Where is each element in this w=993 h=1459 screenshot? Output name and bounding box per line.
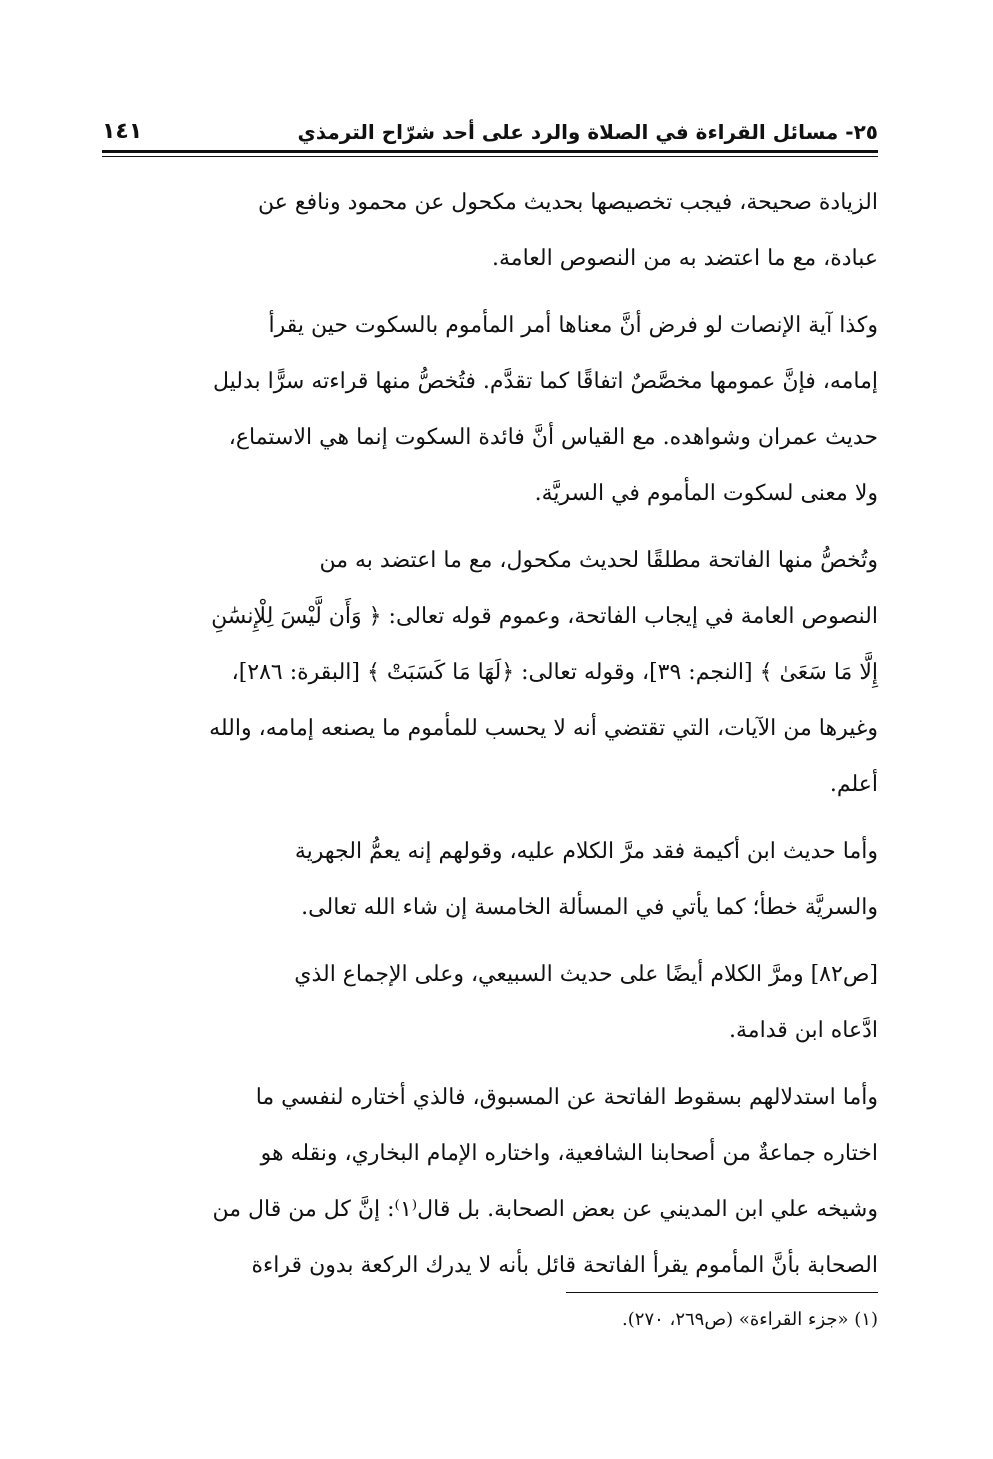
page-body bbox=[102, 175, 878, 1305]
paragraph: وأما حديث ابن أكيمة فقد مرَّ الكلام عليه، وقولهم إنه يعمُّ الجهرية والسريَّة خطأ؛ كما يأتي في المسألة الخامسة إن شاء الله تعالى. bbox=[294, 839, 878, 920]
paragraph: الزيادة صحيحة، فيجب تخصيصها بحديث مكحول عن محمود ونافع عن عبادة، مع ما اعتضد به من النصوص العامة. bbox=[258, 190, 878, 271]
paragraph: وكذا آية الإنصات لو فرض أنَّ معناها أمر المأموم بالسكوت حين يقرأ إمامه، فإنَّ عمومها مخصَّصٌ اتفاقًا كما تقدَّم. فتُخصُّ منها قراءته سرًّا بدليل حديث عمران وشواهده. مع القياس أنَّ فائدة السكوت إنما هي الاستماع، ولا معنى لسكوت المأموم في السريَّة. bbox=[213, 313, 878, 506]
paragraph: وتُخصُّ منها الفاتحة مطلقًا لحديث مكحول، مع ما اعتضد به من النصوص العامة في إيجاب الفاتحة، وعموم قوله تعالى: ﴿ وَأَن لَّيْسَ لِلْإِنسَٰنِ إِلَّا مَا سَعَىٰ ﴾ [النجم: ٣٩]، وقوله تعالى: ﴿لَهَا مَا كَسَبَتْ ﴾ [البقرة: ٢٨٦]، وغيرها من الآيات، التي تقتضي أنه لا يحسب للمأموم ما يصنعه إمامه، والله أعلم. bbox=[209, 548, 878, 797]
paragraph: [ص٨٢] ومرَّ الكلام أيضًا على حديث السبيعي، وعلى الإجماع الذي ادَّعاه ابن قدامة. bbox=[294, 962, 878, 1043]
chapter-title: ٢٥- مسائل القراءة في الصلاة والرد على أحد شرّاح الترمذي bbox=[297, 120, 878, 144]
running-header bbox=[102, 112, 878, 146]
header-rule-thin bbox=[102, 156, 878, 157]
book-page bbox=[102, 112, 878, 1412]
page-number: ١٤١ bbox=[102, 119, 143, 144]
footnote: (١) «جزء القراءة» (ص٢٦٩، ٢٧٠). bbox=[622, 1309, 878, 1330]
header-rule bbox=[102, 150, 878, 153]
paragraph: وأما استدلالهم بسقوط الفاتحة عن المسبوق، فالذي أختاره لنفسي ما اختاره جماعةٌ من أصحابنا الشافعية، واختاره الإمام البخاري، ونقله هو وشيخه علي ابن المديني عن بعض الصحابة. بل قال⁽١⁾: إنَّ كل من قال من الصحابة بأنَّ المأموم يقرأ الفاتحة قائل بأنه لا يدرك الركعة بدون قراءة bbox=[212, 1085, 878, 1278]
footnote-separator bbox=[566, 1292, 878, 1293]
